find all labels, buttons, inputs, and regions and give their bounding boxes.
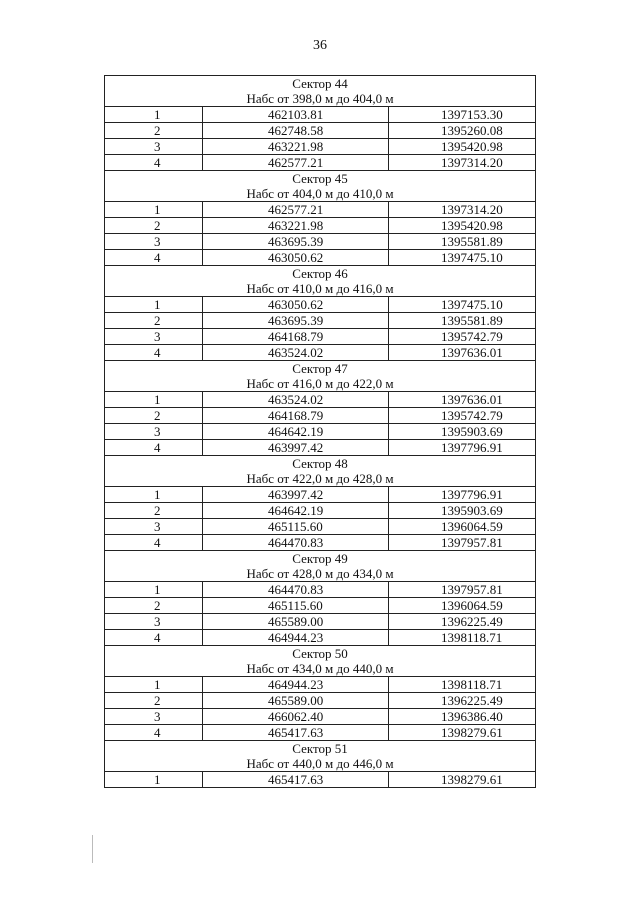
point-number: 4: [105, 440, 203, 456]
sector-height-range: Набс от 398,0 м до 404,0 м: [105, 91, 536, 107]
sector-title-row: [105, 646, 536, 662]
table-row: [105, 519, 536, 535]
table-row: [105, 709, 536, 725]
y-coordinate: 1397475.10: [389, 297, 536, 313]
y-coordinate: 1397636.01: [389, 392, 536, 408]
y-coordinate: 1396386.40: [389, 709, 536, 725]
sector-title: Сектор 51: [105, 741, 536, 757]
y-coordinate: 1395903.69: [389, 503, 536, 519]
point-number: 1: [105, 582, 203, 598]
sector-title: Сектор 46: [105, 266, 536, 282]
sector-title-row: [105, 741, 536, 757]
table-row: [105, 503, 536, 519]
y-coordinate: 1395420.98: [389, 218, 536, 234]
y-coordinate: 1397957.81: [389, 582, 536, 598]
sector-title: Сектор 44: [105, 76, 536, 92]
sector-range-row: [105, 471, 536, 487]
sector-height-range: Набс от 428,0 м до 434,0 м: [105, 566, 536, 582]
sector-title-row: [105, 266, 536, 282]
point-number: 1: [105, 677, 203, 693]
y-coordinate: 1396064.59: [389, 598, 536, 614]
sector-height-range: Набс от 416,0 м до 422,0 м: [105, 376, 536, 392]
scan-artifact-line: [92, 835, 93, 863]
y-coordinate: 1398118.71: [389, 677, 536, 693]
table-row: [105, 202, 536, 218]
y-coordinate: 1396225.49: [389, 614, 536, 630]
point-number: 1: [105, 772, 203, 788]
point-number: 2: [105, 218, 203, 234]
table-row: [105, 440, 536, 456]
x-coordinate: 463524.02: [203, 345, 389, 361]
x-coordinate: 465417.63: [203, 772, 389, 788]
point-number: 1: [105, 392, 203, 408]
sector-title-row: [105, 456, 536, 472]
table-row: [105, 424, 536, 440]
sector-range-row: [105, 661, 536, 677]
point-number: 1: [105, 107, 203, 123]
table-row: [105, 630, 536, 646]
point-number: 4: [105, 535, 203, 551]
y-coordinate: 1395260.08: [389, 123, 536, 139]
point-number: 3: [105, 234, 203, 250]
x-coordinate: 462577.21: [203, 155, 389, 171]
point-number: 2: [105, 503, 203, 519]
x-coordinate: 466062.40: [203, 709, 389, 725]
x-coordinate: 464642.19: [203, 424, 389, 440]
x-coordinate: 465115.60: [203, 519, 389, 535]
sector-height-range: Набс от 440,0 м до 446,0 м: [105, 756, 536, 772]
point-number: 1: [105, 202, 203, 218]
y-coordinate: 1395742.79: [389, 329, 536, 345]
point-number: 1: [105, 297, 203, 313]
table-row: [105, 598, 536, 614]
point-number: 3: [105, 424, 203, 440]
x-coordinate: 463050.62: [203, 297, 389, 313]
y-coordinate: 1395420.98: [389, 139, 536, 155]
sector-range-row: [105, 756, 536, 772]
y-coordinate: 1396225.49: [389, 693, 536, 709]
point-number: 1: [105, 487, 203, 503]
y-coordinate: 1397957.81: [389, 535, 536, 551]
x-coordinate: 464642.19: [203, 503, 389, 519]
table-row: [105, 772, 536, 788]
x-coordinate: 463221.98: [203, 218, 389, 234]
point-number: 3: [105, 614, 203, 630]
table-row: [105, 329, 536, 345]
x-coordinate: 465589.00: [203, 693, 389, 709]
sector-title: Сектор 47: [105, 361, 536, 377]
point-number: 4: [105, 345, 203, 361]
y-coordinate: 1397475.10: [389, 250, 536, 266]
table-row: [105, 614, 536, 630]
sector-title: Сектор 50: [105, 646, 536, 662]
table-row: [105, 582, 536, 598]
y-coordinate: 1398279.61: [389, 772, 536, 788]
sector-title-row: [105, 551, 536, 567]
table-row: [105, 218, 536, 234]
table-row: [105, 408, 536, 424]
table-row: [105, 677, 536, 693]
sector-range-row: [105, 566, 536, 582]
page-number: 36: [313, 38, 327, 53]
x-coordinate: 464944.23: [203, 630, 389, 646]
table-row: [105, 139, 536, 155]
point-number: 3: [105, 329, 203, 345]
x-coordinate: 464944.23: [203, 677, 389, 693]
point-number: 4: [105, 155, 203, 171]
x-coordinate: 463997.42: [203, 440, 389, 456]
y-coordinate: 1398279.61: [389, 725, 536, 741]
x-coordinate: 464470.83: [203, 535, 389, 551]
y-coordinate: 1398118.71: [389, 630, 536, 646]
sector-title: Сектор 48: [105, 456, 536, 472]
x-coordinate: 463050.62: [203, 250, 389, 266]
point-number: 3: [105, 709, 203, 725]
x-coordinate: 464168.79: [203, 329, 389, 345]
table-row: [105, 250, 536, 266]
point-number: 3: [105, 519, 203, 535]
y-coordinate: 1397796.91: [389, 487, 536, 503]
y-coordinate: 1396064.59: [389, 519, 536, 535]
x-coordinate: 463695.39: [203, 234, 389, 250]
x-coordinate: 463695.39: [203, 313, 389, 329]
y-coordinate: 1395742.79: [389, 408, 536, 424]
table-row: [105, 155, 536, 171]
table-row: [105, 234, 536, 250]
y-coordinate: 1397796.91: [389, 440, 536, 456]
sector-range-row: [105, 281, 536, 297]
point-number: 4: [105, 725, 203, 741]
table-row: [105, 392, 536, 408]
y-coordinate: 1395581.89: [389, 234, 536, 250]
table-row: [105, 297, 536, 313]
y-coordinate: 1397153.30: [389, 107, 536, 123]
sector-coordinates-table: [104, 75, 536, 788]
sector-height-range: Набс от 410,0 м до 416,0 м: [105, 281, 536, 297]
sector-title-row: [105, 171, 536, 187]
x-coordinate: 462748.58: [203, 123, 389, 139]
table-row: [105, 487, 536, 503]
table-row: [105, 693, 536, 709]
x-coordinate: 462577.21: [203, 202, 389, 218]
point-number: 2: [105, 313, 203, 329]
point-number: 2: [105, 598, 203, 614]
x-coordinate: 464470.83: [203, 582, 389, 598]
point-number: 2: [105, 693, 203, 709]
sector-height-range: Набс от 422,0 м до 428,0 м: [105, 471, 536, 487]
sector-height-range: Набс от 404,0 м до 410,0 м: [105, 186, 536, 202]
sector-title: Сектор 45: [105, 171, 536, 187]
table-row: [105, 345, 536, 361]
table-row: [105, 535, 536, 551]
x-coordinate: 463221.98: [203, 139, 389, 155]
y-coordinate: 1397636.01: [389, 345, 536, 361]
sector-title-row: [105, 361, 536, 377]
table-row: [105, 123, 536, 139]
sector-range-row: [105, 91, 536, 107]
sector-height-range: Набс от 434,0 м до 440,0 м: [105, 661, 536, 677]
table-row: [105, 725, 536, 741]
y-coordinate: 1395581.89: [389, 313, 536, 329]
x-coordinate: 465417.63: [203, 725, 389, 741]
x-coordinate: 462103.81: [203, 107, 389, 123]
sector-title-row: [105, 76, 536, 92]
y-coordinate: 1395903.69: [389, 424, 536, 440]
point-number: 2: [105, 408, 203, 424]
x-coordinate: 465589.00: [203, 614, 389, 630]
y-coordinate: 1397314.20: [389, 155, 536, 171]
table-row: [105, 313, 536, 329]
point-number: 4: [105, 630, 203, 646]
point-number: 3: [105, 139, 203, 155]
sector-range-row: [105, 376, 536, 392]
sector-range-row: [105, 186, 536, 202]
x-coordinate: 464168.79: [203, 408, 389, 424]
x-coordinate: 463524.02: [203, 392, 389, 408]
sector-title: Сектор 49: [105, 551, 536, 567]
table-row: [105, 107, 536, 123]
point-number: 4: [105, 250, 203, 266]
point-number: 2: [105, 123, 203, 139]
y-coordinate: 1397314.20: [389, 202, 536, 218]
x-coordinate: 465115.60: [203, 598, 389, 614]
x-coordinate: 463997.42: [203, 487, 389, 503]
